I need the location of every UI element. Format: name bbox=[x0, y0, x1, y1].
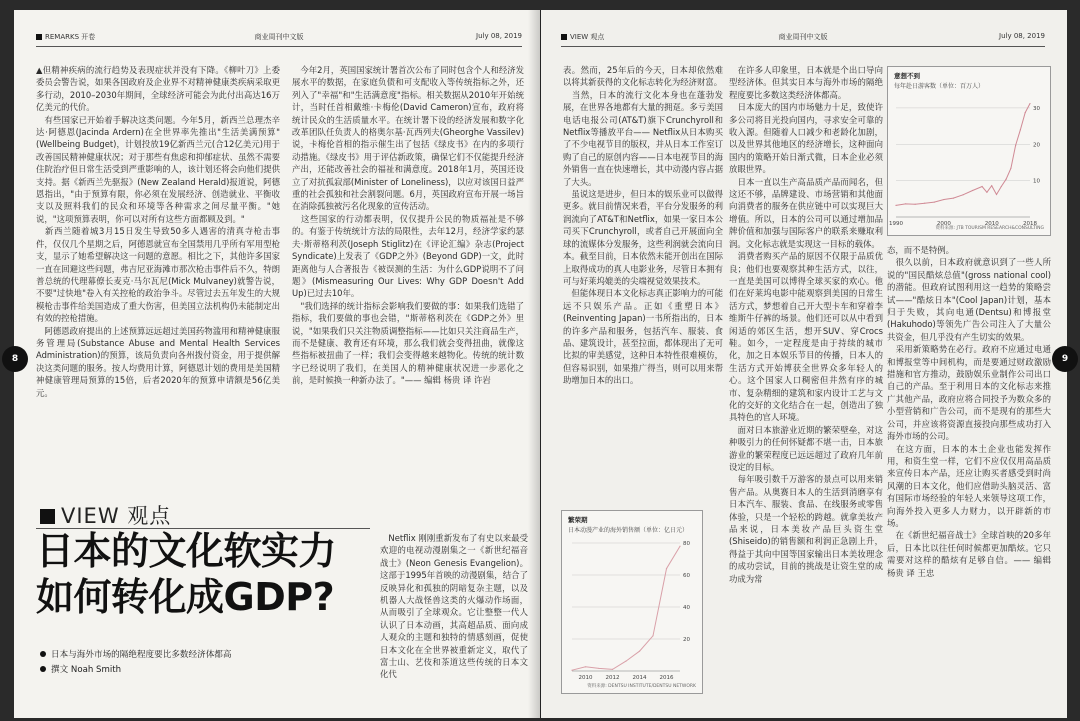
tourist-chart-point-14 bbox=[1005, 179, 1006, 180]
view-section-label: VIEW 观点 bbox=[40, 500, 171, 530]
deck-summary: 日本与海外市场的隔绝程度要比多数经济体都高 bbox=[40, 648, 231, 663]
anime-chart-x-tick-2: 2014 bbox=[632, 675, 647, 681]
anime-chart-point-3 bbox=[612, 669, 613, 670]
tourist-chart-point-16 bbox=[1015, 145, 1016, 146]
anime-chart-x-tick-3: 2016 bbox=[659, 675, 674, 681]
view-article-opening: Netflix 刚刚重新发布了有史以来最受欢迎的电视动漫剧集之一《新世纪福音战士》(Neon Genesis Evangelion)。这部于1995年首映的动漫剧集，结合了反映异化和孤独的阴暗复杂主题，以及机器人大战怪兽这类的火爆动作场面，从而吸引了全球观众。它让整整一代人认识了日本动画，其高超品质、面向成人观众的主题和独特的情感刻画，促使日本文化在全世界被重新定义，取代了富士山、艺伎和茶道这些传统的日本文化代 bbox=[380, 533, 528, 680]
anime-chart-subtitle: 日本动漫产业的海外销售额（单位：亿日元） bbox=[568, 527, 689, 534]
right-publication-name: 商业周刊中文版 bbox=[778, 33, 828, 41]
left-article-column-1: ▲但精神疾病的流行趋势及表现症状并没有下降。《柳叶刀》上委委员会警告说，如果各国政府及企业界不对精神健康类疾病采取更多行动，2010–2030年期间，全球经济可能会为此付出高达16万亿美元的代价。 有些国家已开始着手解决这类问题。今年5月，新西兰总理杰辛达·阿德恩(Jacinda Ardern)在全世界率先推出"生活美满预算"(Wellbeing Budget)，计划投放19亿新西兰元(合12亿美元)用于改善国民精神健康状况；对于那些有焦虑和抑郁症状、虽然不需要住院治疗但日常生活受到严重影响的人，该计划还将会向他们提供支持。据《新西兰先驱报》(New Zealand Herald)报道说，阿德恩指出，"由于预算有限，你必须在发展经济、创造就业、平衡收支以及照料我们的民众和环境等各种需求之间尽量平衡。"她说，"这项预算表明，你可以对所有这些方面都顾及到。" 新西兰随着城3月15日发生导致50多人遇害的清真寺枪击事件，仅仅几个星期之后，阿德恩就宣布全国禁用几乎所有军用型枪支，显示了她希望解决这一问题的意愿。相比之下，其他许多国家一直在回避这些问题，弗吉尼亚海滩市那次枪击事件后不久，特朗普总统的代理幕僚长麦克·马尔瓦尼(Mick Mulvaney)就警告说，不要"过快地"卷入有关控枪的政治争斗。尽管过去五年发生的大规模枪击事件给美国造成了重大伤害，但美国立法机构仍未能制定出有效的控枪措施。 阿德恩政府提出的上述预算远远超过美国药物滥用和精神健康服务管理局(Substance Abuse and Mental Health Services Administration)的预算，该局负责向各州拨付资金，用于提供解决这类问题的服务。按人均费用计算，阿德恩计划的费用是美国精神健康管理局预算的15倍，后者2020年的预算申请额是56亿美元。 bbox=[36, 65, 280, 398]
tourist-chart-point-18 bbox=[1025, 112, 1026, 113]
anime-chart-series-line bbox=[572, 546, 680, 670]
tourist-chart-y-tick-2: 30 bbox=[1033, 105, 1040, 112]
tourist-chart-title: 意想不到 bbox=[894, 72, 920, 80]
tourist-chart-x-tick-2: 2010 bbox=[984, 221, 999, 227]
left-page-number: 8 bbox=[2, 346, 28, 372]
anime-chart-y-tick-0: 20 bbox=[683, 637, 690, 643]
left-publication-name: 商业周刊中文版 bbox=[254, 33, 304, 41]
tourist-arrivals-chart bbox=[887, 66, 1051, 236]
anime-chart-point-8 bbox=[679, 546, 680, 547]
left-section-label: REMARKS 开卷 bbox=[36, 32, 95, 42]
anime-chart-x-tick-1: 2012 bbox=[605, 675, 620, 681]
headline-line-2: 如何转化成GDP? bbox=[36, 575, 335, 619]
tourist-chart-point-6 bbox=[953, 197, 954, 198]
right-page bbox=[541, 10, 1067, 718]
right-running-head bbox=[561, 32, 1045, 44]
left-article-column-2: 今年2月，英国国家统计署首次公布了同时包含个人和经济发展水平的数据，在家庭负债和可支配收入等传统指标之外，还列入了"幸福"和"生活满意度"指标。相关数据从2010年开始统计，当时任首相戴维·卡梅伦(David Cameron)宣布，政府将统计民众的生活质量水平。在统计署下设的经济发展和数字化改革团队任负责人的格奥尔基·瓦西列夫(Gheorghe Vassilev)说，卡梅伦首相的指示催生出了包括《绿皮书》在内的多项行动措施。《绿皮书》用于评估新政策，确保它们不仅能提升经济产出，还能改善社会的福祉和满意度。2018年1月，英国还设立了对抗孤寂部(Minister of Loneliness)，以应对该国日益严重的社会孤独和社会割裂问题。6月，英国政府宣布开展一场旨在消除孤独被污名化现象的宣传活动。 这些国家的行动都表明，仅仅提升公民的物质福祉是不够的。有鉴于传统统计方法的局限性，去年12月，经济学家约瑟夫·斯蒂格利茨(Joseph Stiglitz)在《评论汇编》杂志(Project Syndicate)上发表了《GDP之外》(Beyond GDP)一文，此时距离他与人合著报告《被误测的生活：为什么GDP说明不了问题》(Mismeasuring Our Lives: Why GDP Doesn't Add Up)已过去10年。 "我们选择的统计指标会影响我们要做的事：如果我们选错了指标，我们要做的事也会错，"斯蒂格利茨在《GDP之外》里说，"如果我们只关注物质调整指标——比如只关注商品生产，而不是健康、教育还有环境，那么我们就会变得扭曲，就像这些指标被扭曲了一样；我们会变得越来越物化。传统的统计数字已经说明了我们，在美国人的精神健康状况进一步恶化之前，是时候换一种新办法了。"—— 编辑 杨贵 译 许岩 bbox=[292, 65, 524, 386]
anime-chart-point-2 bbox=[598, 668, 599, 669]
left-header-rule bbox=[36, 46, 522, 47]
anime-chart-point-4 bbox=[625, 660, 626, 661]
left-page bbox=[14, 10, 540, 718]
anime-chart-point-6 bbox=[652, 635, 653, 636]
tourist-chart-series-line bbox=[896, 104, 1030, 206]
anime-chart-y-tick-2: 60 bbox=[683, 573, 690, 579]
deck-byline: 撰文 Noah Smith bbox=[40, 663, 231, 678]
anime-chart-source: 资料来源: DENTSU INSTITUTE/DENTSU NETWORK bbox=[587, 684, 696, 689]
anime-chart-plot bbox=[562, 511, 704, 695]
anime-chart-point-7 bbox=[666, 568, 667, 569]
tourist-chart-subtitle: 每年赴日游客数（单位：百万人） bbox=[894, 83, 985, 90]
tourist-chart-source: 资料来源: JTB TOURISM RESEARCH&CONSULTING bbox=[935, 226, 1044, 231]
tourist-chart-x-tick-3: 2018 bbox=[1023, 221, 1037, 227]
anime-chart-point-1 bbox=[585, 666, 586, 667]
tourist-chart-x-tick-0: 1990 bbox=[889, 221, 903, 227]
tourist-chart-point-2 bbox=[915, 204, 916, 205]
anime-chart-y-tick-3: 80 bbox=[683, 541, 690, 547]
tourist-chart-point-10 bbox=[986, 192, 987, 193]
article-headline bbox=[36, 528, 336, 620]
tourist-chart-plot bbox=[888, 67, 1052, 237]
tourist-chart-point-13 bbox=[1001, 186, 1002, 187]
anime-sales-chart bbox=[561, 510, 703, 694]
right-issue-date: July 08, 2019 bbox=[999, 32, 1045, 40]
tourist-chart-point-17 bbox=[1020, 129, 1021, 130]
tourist-chart-point-0 bbox=[895, 205, 896, 206]
anime-chart-y-tick-1: 40 bbox=[683, 605, 690, 611]
tourist-chart-point-12 bbox=[996, 194, 997, 195]
tourist-chart-y-tick-0: 10 bbox=[1033, 178, 1040, 185]
right-article-column-3: 态，而不是特例。 很久以前，日本政府就意识到了一些人所说的"国民酷炫总值"(gross national cool)的潜能。但政府试图利用这一趋势的策略尝试——"酷炫日本"(Cool Japan)计划，基本归于失败，其向电通(Dentsu)和博报堂(Hakuhodo)等领先广告公司注入了大量公共资金，但几乎没有产生切实的效果。 采用新策略势在必行。政府不应通过电通和博报堂等中间机构，而是要通过财政激励措施和官方推动，鼓励娱乐业制作公司出口自己的产品。至于利用日本的文化标志来推广其他产品，政府应将合同投予为数众多的小型营销和广告公司，而不是现有的那些大公司，并应该将资源直接投向那些成功打入海外市场的公司。 在这方面，日本的本土企业也能发挥作用，和资生堂一样，它们不应仅仅用高品质来宣传日本产品，还应让购买者感受到时尚风潮的日本文化，他们应借助头脑灵活、富有国际市场经验的年轻人来领导这项工作，向海外投入更多人力财力，以开辟新的市场。 在《新世纪福音战士》全球首映的20多年后，日本比以往任何时候都更加酷炫。它只需要对这样的酷炫有足够自信。—— 编辑 杨贵 译 王忠 bbox=[887, 245, 1051, 578]
tourist-chart-point-1 bbox=[905, 203, 906, 204]
right-article-column-2: 在许多人印象里，日本就是个出口导向型经济体。但其实日本与海外市场的隔绝程度要比多数这类经济体都高。 日本庞大的国内市场魅力十足，致使许多公司将目光投向国内，寻求安全可靠的收入源。但随着人口减少和老龄化加剧，以及世界其他地区的经济增长，这种面向国内的策略开始日渐式微，日本企业必须放眼世界。 日本一直以生产高品质产品而闻名，但这还不够，品牌建设、市场营销和其他面向消费者的服务在供应链中可以实现巨大增值。所以，日本的公司可以通过增加品牌价值和加强与国际客户的联系来赚取利润。文化标志就是实现这一目标的载体。 消费者购买产品的原因不仅限于品质优良；他们也要观察其种生活方式，以往，一直是美国可以博得全球买家的欢心。他们在好莱坞电影中能观察到美国的日常生活方式，梦想着自己开大型卡车和穿着李维斯牛仔裤的场景。他们还可以从中看到闲适的郊区生活，想开SUV、穿Crocs鞋。如今，一定程度是由于持续的城市化，加之日本娱乐节目的传播，日本人的生活方式开始博获全世界众多年轻人的心。这个国家人口稠密但井然有序的城市、复杂精细的建筑和家内设计工艺与文化的交好的文化结合在一起，创造出了独具特色的官人环境。 面对日本旅游业近期的繁荣壁垒，对这种吸引力的任何怀疑都不堪一击，日本旅游业的繁荣程度已远远超过了政府几年前设定的目标。 每年吸引数千万游客的景点可以用来销售产品。从奥赛日本人的生活到消磨享有日本汽车、服装、食品、在线服务或零售体验，只是一个轻松的跨越。就拿美妆产品来说，日本美妆产品巨头资生堂(Shiseido)的销售额和利润正急剧上升，得益于其向中国等国家输出日本美妆理念的成功尝试，目前的挑战是让资生堂的成功成为常 bbox=[729, 65, 883, 584]
tourist-chart-point-7 bbox=[962, 194, 963, 195]
tourist-chart-point-3 bbox=[924, 203, 925, 204]
anime-chart-point-0 bbox=[571, 670, 572, 671]
tourist-chart-point-9 bbox=[982, 186, 983, 187]
left-issue-date: July 08, 2019 bbox=[476, 32, 522, 40]
tourist-chart-point-19 bbox=[1029, 103, 1030, 104]
tourist-chart-point-5 bbox=[943, 199, 944, 200]
anime-chart-point-5 bbox=[639, 651, 640, 652]
right-page-number: 9 bbox=[1052, 346, 1078, 372]
right-article-column-1: 表。然而，25年后的今天，日本却依然难以将其新获得的文化标志转化为经济财富。 当然，日本的流行文化本身也在蓬勃发展，在世界各地都有大量的拥趸。多亏美国电话电报公司(AT&T)旗下Crunchyroll和Netflix等播放平台—— Netflix从日本购买了不少电视节目的版权，并从日本工作室订购了自己的原创内容——日本电视节目的海外销售一直在快速增长，其中动漫内容占据了大头。 虽说这是进步，但日本的娱乐业可以做得更多。就目前情况来看，平台分发服务的利润流向了AT&T和Netflix，如果一家日本公司买下Crunchyroll，或者自己开展面向全球的流媒体分发服务，这些利润就会流向日本。截至目前，日本依然未能开创出在国际上取得成功的真人电影业务，尽管日本拥有可与好莱坞媲美的尖端视觉效果技术。 但能体现日本文化标志真正影响力的可能远不只娱乐产品。正如《重塑日本》(Reinventing Japan)一书所指出的，日本的许多产品和服务，包括汽车、服装、食品、建筑设计，甚至拉面，都体现出了无可比拟的审美感觉，这种日本特性很难模仿，但容易识别，如果推广得当，则可以用来帮助增加日本的出口。 bbox=[563, 65, 723, 386]
anime-chart-x-tick-0: 2010 bbox=[578, 675, 593, 681]
tourist-chart-point-4 bbox=[934, 201, 935, 202]
right-section-label: VIEW 观点 bbox=[561, 32, 604, 42]
left-running-head bbox=[36, 32, 522, 44]
article-deck bbox=[40, 648, 231, 678]
anime-chart-title: 繁荣期 bbox=[568, 516, 588, 524]
tourist-chart-point-11 bbox=[991, 185, 992, 186]
tourist-chart-point-8 bbox=[972, 190, 973, 191]
tourist-chart-x-tick-1: 2000 bbox=[936, 221, 951, 227]
right-header-rule bbox=[561, 46, 1045, 47]
tourist-chart-y-tick-1: 20 bbox=[1033, 142, 1040, 149]
headline-line-1: 日本的文化软实力 bbox=[36, 529, 337, 573]
tourist-chart-point-15 bbox=[1010, 168, 1011, 169]
